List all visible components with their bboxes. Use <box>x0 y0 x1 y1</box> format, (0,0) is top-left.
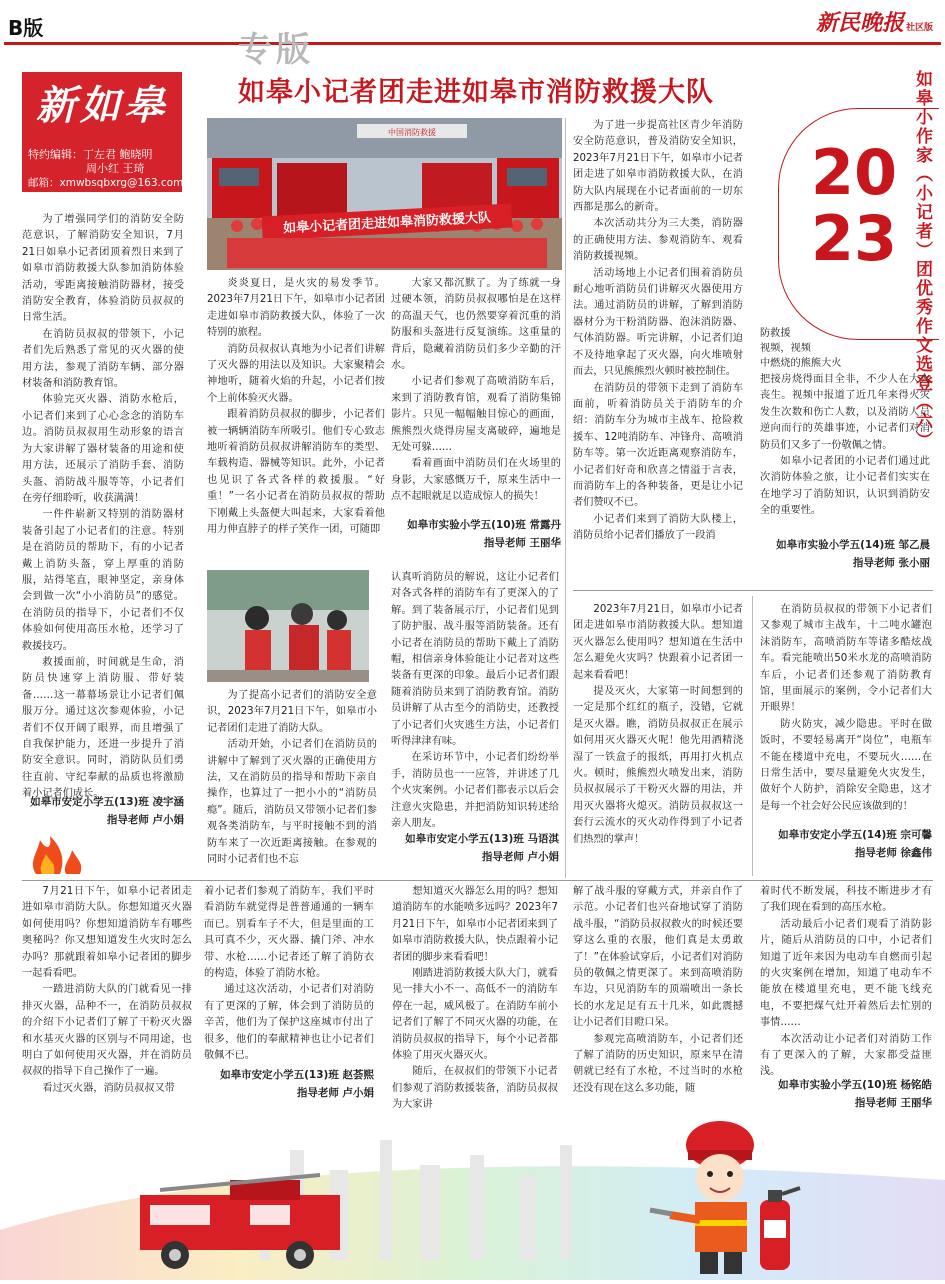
article-3-teacher: 指导老师 张小丽 <box>852 557 930 569</box>
article-5-school: 如皋市安定小学五(14)班 宗可馨 <box>778 829 932 841</box>
article-1-body <box>22 212 184 800</box>
article-1-teacher: 指导老师 卢小娟 <box>106 814 184 826</box>
article-1-para: 为了增强同学们的消防安全防范意识，了解消防安全知识，7月21日如皋小记者团顶着烈日来到了如皋市消防救援大队参加消防体验活动，零距离接触消防器材，接受消防安全教育，体验消防员叔叔的日常生活。 <box>22 214 184 324</box>
station-sign: 中国消防救援 <box>388 128 436 137</box>
article-7-continued-2 <box>760 884 932 1078</box>
logo-calligraphy: 新如皋 <box>36 82 168 129</box>
article-7-para: 参观完高喷消防车，小记者们还了解了消防的历史知识，原来早在清朝就已经有了水枪，不过当时的水枪还没有现在这么多功能，随 <box>573 1033 743 1094</box>
logo-editors-1: 特约编辑：丁左君 鲍晓明 <box>28 148 153 161</box>
article-2-para: 消防员叔叔认真地为小记者们讲解了灭火器的用法以及知识。大家聚精会神地听，随着火焰的升起，小记者们按个上前体验灭火器。 <box>207 343 385 404</box>
helmet-photo-illustration <box>207 570 369 682</box>
article-7-body <box>392 884 558 1112</box>
article-2-para: 看着画面中消防员们在火场里的身影，大家感慨万千，原来生活中一点不起眼就足以造成惊人的损失！ <box>391 458 561 503</box>
article-2-continued <box>391 276 561 514</box>
article-3-signature <box>760 536 930 572</box>
article-6-para: 看过灭火器，消防员叔叔又带 <box>42 1082 175 1094</box>
column-divider <box>565 118 566 878</box>
article-4-para: 活动开始，小记者们在消防员的讲解中了解到了灭火器的正确使用方法，又在消防员的指导和帮助下亲自操作，也算过了一把小小的“消防员瘾”。随后，消防员又带领小记者们参观各类消防车，与平时接触不到的消防车来了一次近距离接触。在参观的同时小记者们也不忘 <box>207 739 377 866</box>
article-5-para: 2023年7月21日，如皋市小记者团走进如皋市消防救援大队。想知道灭火器怎么使用吗？想知道在生活中怎么避免火灾吗？快跟着小记者团一起来看看吧！ <box>573 604 743 681</box>
bottom-illustration <box>0 1110 945 1280</box>
masthead-title: 新民晚报 <box>815 10 904 36</box>
year-part-1: 20 <box>810 136 898 209</box>
article-3-para: 在消防员的带领下走到了消防车面前，听着消防员关于消防车的介绍：消防车分为城市主战车、抢险救援车、12吨消防车、冲锋舟、高喷消防车等。第一次近距离观察消防车，小记者们好奇和欣喜之情溢于言表，而消防车上的各种装备，更是让小记者们赞叹不已。 <box>573 382 743 509</box>
article-7-continued <box>573 884 743 1112</box>
page-label: B版 <box>8 16 44 40</box>
article-3-para: 本次活动共分为三大类，消防器的正确使用方法、参观消防车、观看消防救援视频。 <box>573 218 743 263</box>
article-5-continued <box>760 602 932 822</box>
article-5-teacher: 指导老师 徐鑫伟 <box>854 847 932 859</box>
article-5-body <box>573 602 743 872</box>
article-4-continued <box>391 570 559 830</box>
special-tag: 专版 <box>238 30 314 70</box>
article-7-para: 刚踏进消防救援大队大门，就看见一排大小不一、高低不一的消防车停在一起，威风极了。在消防车前小记者们了解了不同灭火器的功能，在消防员叔叔的指导下，每个小记者都体验了用灭火器灭火。 <box>392 968 558 1062</box>
article-3-para: 小记者们来到了消防大队楼上，消防员给小记者们播放了一段消 <box>573 513 743 542</box>
article-5-para: 在消防员叔叔的带领下小记者们又参观了城市主战车，十二吨水罐泡沫消防车，高喷消防车等诸多酷炫战车。看完能喷出50米水龙的高喷消防车后，小记者们还参观了消防教育馆，里面展示的案例，令小记者们大开眼界！ <box>760 604 932 714</box>
article-4-para: 为了提高小记者们的消防安全意识，2023年7月21日下午，如皋市小记者团们走进了消防大队。 <box>207 690 377 734</box>
year-part-2: 23 <box>810 202 898 275</box>
top-rule <box>4 42 941 45</box>
article-7-para: 本次活动让小记者们对消防工作有了更深入的了解，大家都受益匪浅。 <box>760 1033 932 1078</box>
article-6-para: 一踏进消防大队的门就看见一排排灭火器，品种不一，在消防员叔叔的介绍下小记者们了解了干粉灭火器和水基灭火器的区别与不同用途，也明白了如何使用灭火器，并在消防员叔叔的指导下自己操作了一遍。 <box>22 984 192 1078</box>
article-5-para: 提及灭火，大家第一时间想到的一定是那个红红的瓶子，没错，它就是灭火器。瞧，消防员叔叔正在展示如何用灭火器灭火呢！他先用酒精浇湿了一铁盒子的报纸，再用打火机点火。顿时，熊熊烈火喷发出来，消防员叔叔展示了干粉灭火器的用法，并用灭火器将火熄灭。消防员叔叔这一套行云流水的灭火动作得到了小记者们热烈的掌声！ <box>573 686 743 845</box>
article-3-para: 为了进一步提高社区青少年消防安全防范意识，普及消防安全知识，2023年7月21日下午，如皋市小记者团走进了如皋市消防救援大队，在消防大队内展现在小记者面前的一切东西都是那么的新奇。 <box>573 120 743 214</box>
article-2-body <box>207 276 385 548</box>
article-7-para: 随后，在叔叔们的带领下小记者们参观了消防救援装备，消防员叔叔为大家讲 <box>392 1066 558 1111</box>
article-2-para: 小记者们参观了高喷消防车后，来到了消防教育馆，观看了消防集锦影片。只见一幅幅触目惊心的画面，熊熊烈火烧得房屋支离破碎，遍地是无处可躲…… <box>391 376 561 454</box>
poem-line: 防救援 <box>760 328 791 339</box>
article-1-signature <box>22 793 184 829</box>
article-6-body <box>22 884 192 1124</box>
article-5-signature <box>760 826 932 862</box>
article-5-para: 防火防灾，减少隐患。平时在做饭时，不要轻易离开“岗位”，电瓶车不能在楼道中充电，不要玩火……在日常生活中，要尽量避免火灾发生，做好个人防护，消除安全隐患，这才是每一个社会好公民应该做到的！ <box>760 718 932 812</box>
article-6-signature <box>204 1066 374 1102</box>
article-2-school: 如皋市实验小学五(10)班 常露丹 <box>407 519 561 531</box>
helmet-photo <box>207 570 369 682</box>
article-4-teacher: 指导老师 卢小娟 <box>481 851 559 863</box>
fire-icon <box>26 832 96 876</box>
article-7-para: 活动最后小记者们观看了消防影片，随后从消防员的口中，小记者们知道了近年来因为电动车自燃而引起的火灾案例在增加，知道了电动车不能放在楼道里充电，更不能飞线充电，不要把煤气灶开着然后去忙别的事情…… <box>760 918 932 1029</box>
article-3-school: 如皋市实验小学五(14)班 邹乙晨 <box>776 539 930 551</box>
year-emblem <box>806 136 902 275</box>
poem-line: 中燃烧的熊熊大火 <box>760 358 842 369</box>
article-1-para: 救援面前，时间就是生命，消防员快速穿上消防服、带好装备……这一幕幕场景让小记者们佩服万分。通过这次参观体验，小记者们不仅开阔了眼界，而且增强了自我保护能力，还进一步提升了消防安全意识。同时，消防队员们勇往直前、守纪奉献的品质也将激励着小记者们成长。 <box>22 656 184 800</box>
logo-email: 邮箱：xmwbsqbxrg@163.com <box>28 177 184 189</box>
article-2-signature <box>391 516 561 552</box>
article-6-para: 通过这次活动，小记者们对消防有了更深的了解，体会到了消防员的辛苦，他们为了保护这座城市付出了很多，他们的奉献精神也让小记者们敬佩不已。 <box>204 984 374 1062</box>
masthead-logo <box>816 6 933 37</box>
article-7-teacher: 指导老师 王丽华 <box>854 1097 932 1109</box>
article-7-para: 想知道灭火器怎么用的吗？想知道消防车的水能喷多远吗？2023年7月21日下午，如皋市小记者团来到了如皋市消防救援大队，快点跟着小记者团的脚步来看看吧！ <box>392 886 558 963</box>
article-4-signature <box>391 830 559 866</box>
article-7-para: 着时代不断发展，科技不断进步才有了我们现在看到的高压水枪。 <box>760 886 932 914</box>
article-7-signature <box>760 1076 932 1112</box>
article-4-para: 认真听消防员的解说，这让小记者们对各式各样的消防车有了更深入的了解。到了装备展示厅，小记者们见到了防护服、战斗服等消防装备。还有小记者在消防员的帮助下戴上了消防帽，相信亲身体验能让小记者对这些装备有更深的印象。最后小记者们跟随着消防员来到了消防教育馆。消防员讲解了从古至今的消防史，还教授了小记者们火灾逃生方法，小记者们听得津津有味。 <box>391 572 559 748</box>
masthead-sub: 社区版 <box>905 23 933 33</box>
article-7-para: 解了战斗服的穿戴方式，并亲自作了示范。小记者们也兴奋地试穿了消防战斗服，“消防员叔叔救火的时候还要穿这么重的衣服，他们真是太勇敢了！”在体验试穿后，小记者们对消防员的敬佩之情更深了。来到高喷消防车边，只见消防车的顶端喷出一条长长的水龙足足有五十几米，如此震撼让小记者们目瞪口呆。 <box>573 886 743 1029</box>
article-2-para: 跟着消防员叔叔的脚步，小记者们被一辆辆消防车所吸引。他们专心致志地听着消防员叔叔讲解消防车的类型、车载构造、器械等知识。此外，小记者也见识了各式各样的救援服。“好重！”一名小记者在消防员叔叔的帮助下刚戴上头盔便大叫起来，大家看着他用力伸直脖子的样子笑作一团，可随即 <box>207 409 385 536</box>
photo-banner-text: 如皋小记者团走进如皋消防救援大队 <box>282 210 492 237</box>
section-divider <box>22 880 933 881</box>
article-2-para: 炎炎夏日，是火灾的易发季节。2023年7月21日下午，如皋市小记者团走进如皋市消防救援大队，体验了一次特别的旅程。 <box>207 278 385 339</box>
article-6-teacher: 指导老师 卢小娟 <box>296 1087 374 1099</box>
article-6-para: 7月21日下午，如皋小记者团走进如皋市消防大队。你想知道灭火器如何使用吗？你想知道消防车有哪些奥秘吗？你又想知道发生火灾时怎么办吗？那就跟着如皋小记者团的脚步一起看看吧。 <box>22 886 192 980</box>
article-3-body <box>573 118 743 578</box>
article-2-para: 大家又都沉默了。为了练就一身过硬本领，消防员叔叔哪怕是在这样的高温天气，也仍然要穿着沉重的消防服和头盔进行反复演练。这重量的背后，隐藏着消防员们多少辛勤的汗水。 <box>391 278 561 372</box>
article-1-para: 体验完灭火器、消防水枪后，小记者们来到了心心念念的消防车边。消防员叔叔用生动形象的语言为大家讲解了器材装备的用途和使用方法，还展示了消防手套、消防头盔、消防战斗服等等，小记者们在旁仔细聆听，收获满满！ <box>22 394 184 504</box>
column-divider <box>752 596 753 876</box>
article-3-continued <box>760 372 930 532</box>
series-title: 如皋小作家（小记者）团优秀作文选登（六） <box>912 70 932 450</box>
article-3-para: 活动场地上小记者们围着消防员耐心地听消防员们讲解灭火器使用方法。通过消防员的讲解，了解到消防器材分为干粉消防器、泡沫消防器、气体消防器。听完讲解，小记者们迫不及待地拿起了灭火器，向火堆喷射而去，只见熊熊烈火顿时被控制住。 <box>573 267 743 378</box>
article-3-poem <box>760 326 930 371</box>
poem-line: 视频，视频 <box>760 343 811 354</box>
article-3-para: 把接房烧得面目全非，不少人在大火丧生。视频中报道了近几年来得火灾发生次数和伤亡人数，以及消防人员逆向而行的英雄事迹，小记者们对消防员们又多了一份敬佩之情。 <box>760 374 930 451</box>
article-4-para: 在采访环节中，小记者们纷纷举手，消防员也一一应答，并讲述了几个火灾案例。小记者们都表示以后会注意火灾隐患，并把消防知识转述给亲人朋友。 <box>391 752 559 830</box>
article-7-school: 如皋市实验小学五(10)班 杨铭皓 <box>778 1079 932 1091</box>
section-divider <box>573 590 933 591</box>
column-logo-box <box>22 72 182 192</box>
article-6-para: 着小记者们参观了消防车，我们平时看消防车就觉得是普普通通的一辆车而已。别看车子不大，但是里面的工具可真不少，灭火器、撬门斧、冲水带、水枪……小记者还了解了消防衣的构造，体验了消防水枪。 <box>204 886 374 980</box>
group-photo-illustration <box>207 118 562 270</box>
article-1-para: 在消防员叔叔的带领下，小记者们先后熟悉了常见的灭火器的使用方法，参观了消防车辆、部分器材装备和消防教育馆。 <box>22 328 184 390</box>
article-4-body <box>207 688 377 878</box>
article-1-school: 如皋市安定小学五(13)班 凌宇涵 <box>30 796 184 808</box>
headline: 如皋小记者团走进如皋市消防救援大队 <box>238 77 714 108</box>
article-4-school: 如皋市安定小学五(13)班 马语淇 <box>405 833 559 845</box>
group-photo <box>207 118 562 270</box>
article-6-school: 如皋市安定小学五(13)班 赵荟熙 <box>220 1069 374 1081</box>
article-2-teacher: 指导老师 王丽华 <box>483 537 561 549</box>
logo-editors-2: 周小红 王琦 <box>86 162 145 175</box>
article-3-para: 如皋小记者团的小记者们通过此次消防体验之旅，让小记者们实实在在地学习了消防知识，认识到消防安全的重要性。 <box>760 456 930 517</box>
article-6-continued <box>204 884 374 1062</box>
article-1-para: 一件件崭新又特别的消防器材装备引起了小记者们的注意。特别是在消防员的帮助下，有的小记者戴上消防头盔，穿上厚重的消防服，站得笔直，眼神坚定，亲身体会到做一次“小小消防员”的感觉。在消防员的指导下，小记者们不仅体验如何使用高压水枪，还学习了救援技巧。 <box>22 509 184 652</box>
